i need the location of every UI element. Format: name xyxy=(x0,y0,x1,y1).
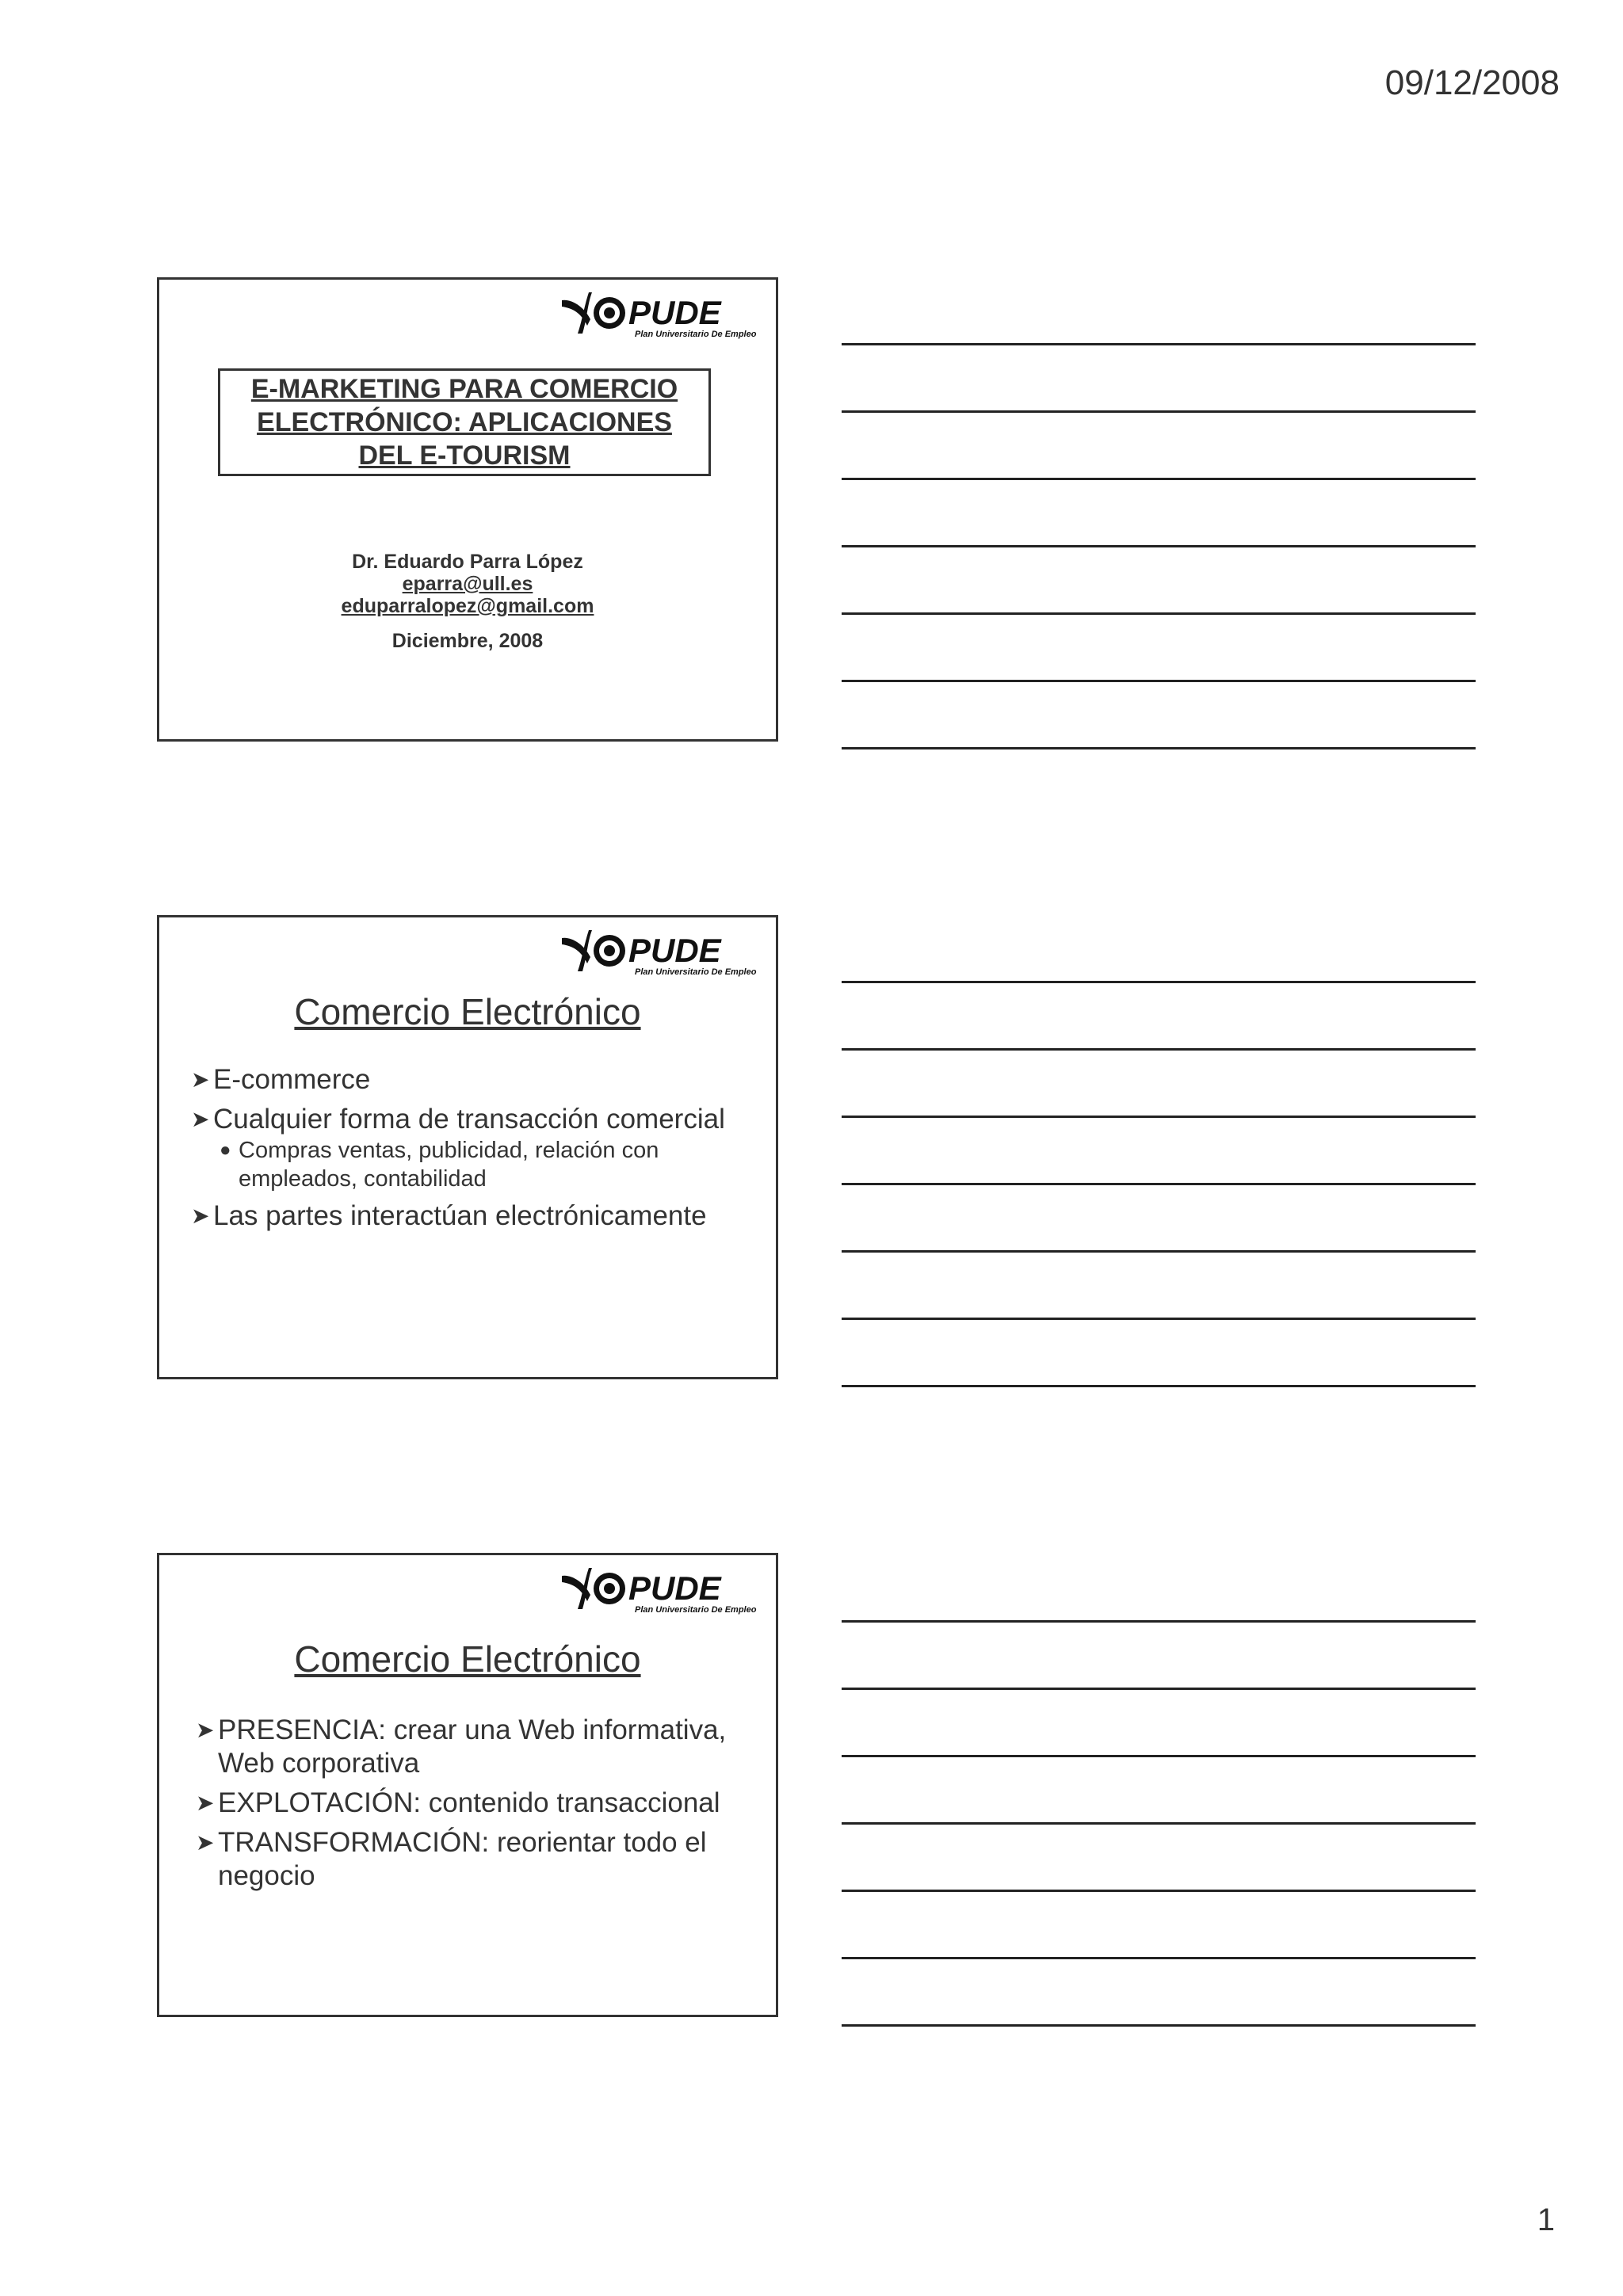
list-item: ➤ Cualquier forma de transacción comercial xyxy=(191,1104,725,1135)
note-line xyxy=(842,2024,1476,2027)
note-line xyxy=(842,680,1476,682)
list-item: ➤ EXPLOTACIÓN: contenido transaccional xyxy=(196,1787,720,1818)
slide-2 xyxy=(157,915,778,1379)
author-name: Dr. Eduardo Parra López xyxy=(352,551,583,573)
note-line xyxy=(842,612,1476,615)
arrow-bullet-icon: ➤ xyxy=(191,1067,210,1092)
note-line xyxy=(842,1620,1476,1623)
pude-logo xyxy=(556,284,762,341)
note-line xyxy=(842,1957,1476,1959)
note-line xyxy=(842,1890,1476,1892)
arrow-bullet-icon: ➤ xyxy=(191,1107,210,1131)
note-line xyxy=(842,1250,1476,1253)
note-line xyxy=(842,410,1476,413)
pude-logo xyxy=(556,1560,762,1617)
header-date: 09/12/2008 xyxy=(1384,63,1560,102)
presentation-title: E-MARKETING PARA COMERCIO ELECTRÓNICO: APLICACIONES DEL E-TOURISM xyxy=(218,368,711,476)
page-number: 1 xyxy=(1537,2203,1555,2237)
list-item: ➤ E-commerce xyxy=(191,1064,371,1095)
presentation-date: Diciembre, 2008 xyxy=(391,630,544,652)
note-line xyxy=(842,343,1476,345)
list-item: ➤ Las partes interactúan electrónicamente xyxy=(191,1200,707,1231)
bullet-list xyxy=(196,1714,760,1893)
svg-text:Plan Universitario De Empleo: Plan Universitario De Empleo xyxy=(635,1605,757,1615)
note-line xyxy=(842,1183,1476,1185)
note-line xyxy=(842,1385,1476,1387)
note-line xyxy=(842,478,1476,480)
sub-list-item: ● Compras ventas, publicidad, relación con empleados, contabilidad xyxy=(220,1138,659,1192)
slide-1 xyxy=(157,277,778,742)
note-line xyxy=(842,1048,1476,1051)
note-line xyxy=(842,747,1476,749)
svg-text:Plan Universitario De Empleo: Plan Universitario De Empleo xyxy=(635,330,757,339)
note-line xyxy=(842,1116,1476,1118)
note-line xyxy=(842,1318,1476,1320)
arrow-bullet-icon: ➤ xyxy=(196,1791,215,1815)
svg-text:PUDE: PUDE xyxy=(628,294,721,331)
note-line xyxy=(842,981,1476,983)
slide-title: Comercio Electrónico xyxy=(294,1638,641,1680)
email-link-1[interactable]: eparra@ull.es xyxy=(402,573,533,595)
note-line xyxy=(842,1688,1476,1690)
arrow-bullet-icon: ➤ xyxy=(196,1830,215,1855)
pude-logo xyxy=(556,922,762,979)
arrow-bullet-icon: ➤ xyxy=(191,1203,210,1228)
list-item: ➤ TRANSFORMACIÓN: reorientar todo el negocio xyxy=(196,1827,707,1891)
bullet-list xyxy=(191,1063,760,1233)
note-line xyxy=(842,545,1476,547)
svg-text:PUDE: PUDE xyxy=(628,1569,721,1607)
note-line xyxy=(842,1755,1476,1757)
svg-text:PUDE: PUDE xyxy=(628,932,721,969)
slide-title: Comercio Electrónico xyxy=(294,991,641,1032)
dot-bullet-icon: ● xyxy=(220,1139,231,1161)
author-block xyxy=(159,551,776,652)
svg-text:Plan Universitario De Empleo: Plan Universitario De Empleo xyxy=(635,967,757,977)
list-item: ➤ PRESENCIA: crear una Web informativa, Web corporativa xyxy=(196,1714,727,1779)
arrow-bullet-icon: ➤ xyxy=(196,1718,215,1742)
slide-3 xyxy=(157,1553,778,2017)
email-link-2[interactable]: eduparralopez@gmail.com xyxy=(341,595,594,617)
note-line xyxy=(842,1822,1476,1825)
